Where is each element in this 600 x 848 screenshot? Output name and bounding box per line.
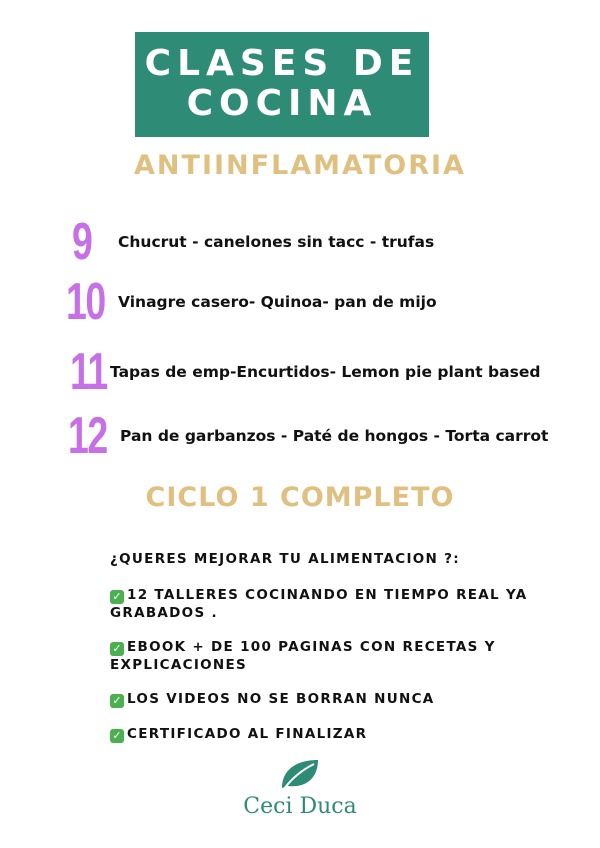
class-number: 12 [68, 407, 107, 465]
info-item-text: LOS VIDEOS NO SE BORRAN NUNCA [127, 691, 435, 707]
check-mark-icon: ✓ [110, 729, 124, 743]
class-number: 11 [70, 343, 107, 401]
page-title-line-1: CLASES DE [144, 43, 420, 84]
info-item [110, 638, 530, 674]
info-item-text: 12 TALLERES COCINANDO EN TIEMPO REAL YA GRABADOS . [110, 587, 528, 621]
class-item-12 [0, 406, 600, 466]
class-description: Tapas de emp-Encurtidos- Lemon pie plant based [110, 363, 541, 381]
title-banner [135, 32, 429, 137]
cycle-heading: CICLO 1 COMPLETO [145, 482, 455, 513]
class-number: 9 [72, 213, 92, 271]
info-item [110, 690, 530, 708]
class-description: Vinagre casero- Quinoa- pan de mijo [118, 293, 437, 311]
class-number: 10 [66, 273, 105, 331]
info-item [110, 725, 530, 743]
info-question: ¿QUERES MEJORAR TU ALIMENTACION ?: [110, 551, 460, 567]
info-item [110, 586, 530, 622]
page-title-line-2: COCINA [186, 83, 378, 124]
leaf-icon [278, 756, 322, 792]
info-item-text: CERTIFICADO AL FINALIZAR [127, 726, 368, 742]
brand-logo [0, 756, 600, 819]
brand-name: Ceci Duca [243, 794, 357, 819]
class-item-9 [0, 212, 600, 272]
page-subtitle: ANTIINFLAMATORIA [134, 150, 466, 181]
class-description: Chucrut - canelones sin tacc - trufas [118, 233, 435, 251]
class-description: Pan de garbanzos - Paté de hongos - Torta carrot [120, 427, 549, 445]
check-mark-icon: ✓ [110, 694, 124, 708]
check-mark-icon: ✓ [110, 642, 124, 656]
class-item-10 [0, 272, 600, 332]
check-mark-icon: ✓ [110, 590, 124, 604]
class-item-11 [0, 342, 600, 402]
info-item-text: EBOOK + DE 100 PAGINAS CON RECETAS Y EXPLICACIONES [110, 639, 496, 673]
